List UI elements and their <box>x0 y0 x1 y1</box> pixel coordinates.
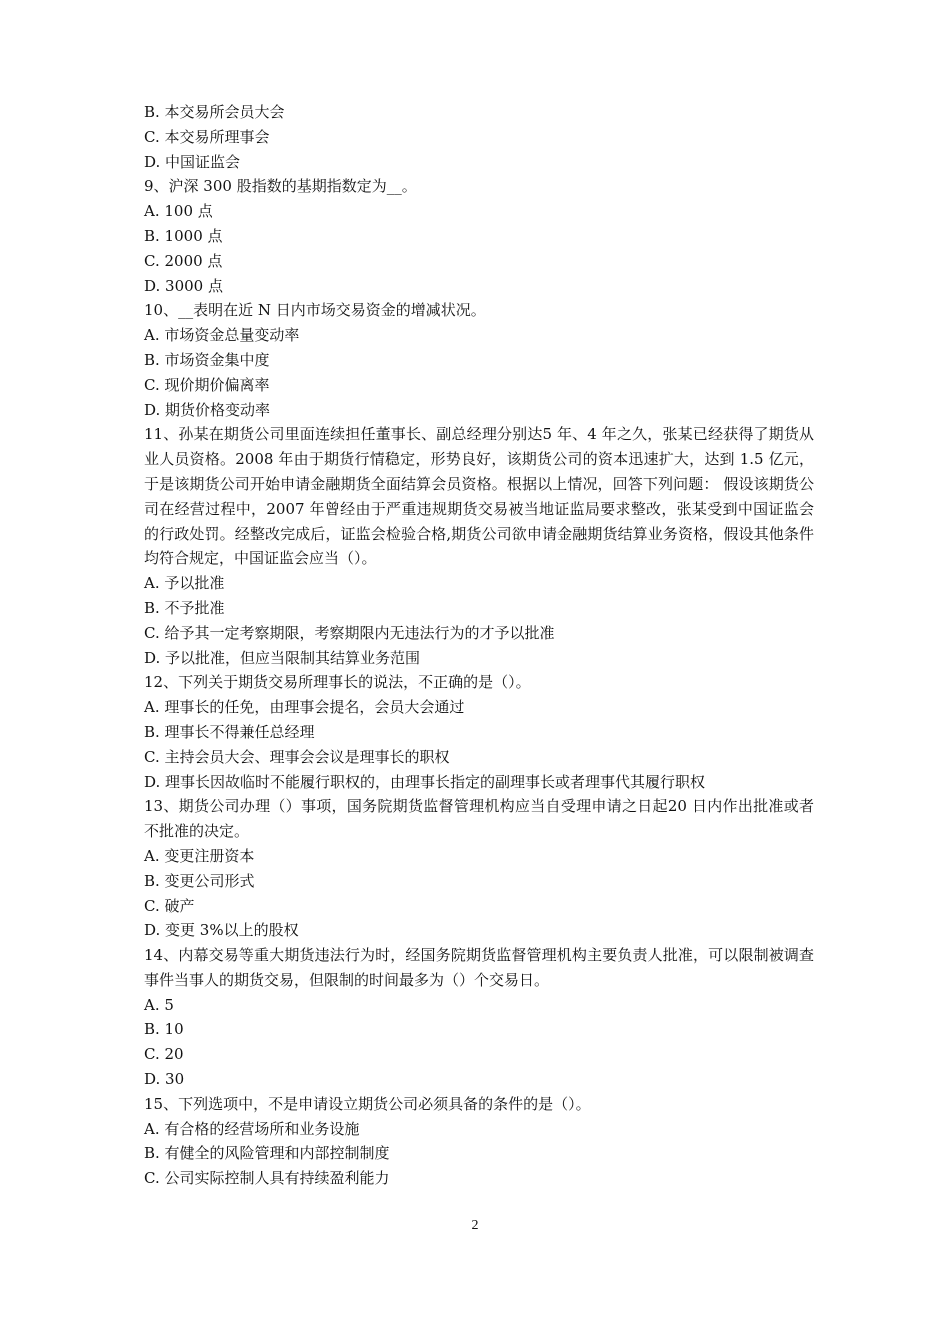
option-c-q10: C. 现价期价偏离率 <box>144 375 270 394</box>
option-a-q10: A. 市场资金总量变动率 <box>144 326 300 345</box>
option-b-q11: B. 不予批准 <box>144 598 225 617</box>
option-d-q12: D. 理事长因故临时不能履行职权的，由理事长指定的副理事长或者理事代其履行职权 <box>144 772 706 791</box>
option-a-q11: A. 予以批准 <box>144 574 225 593</box>
option-a-q14: A. 5 <box>144 995 174 1014</box>
option-b-q15: B. 有健全的风险管理和内部控制制度 <box>144 1144 390 1163</box>
option-a-q15: A. 有合格的经营场所和业务设施 <box>144 1119 360 1138</box>
question-13: 13、期货公司办理（）事项，国务院期货监督管理机构应当自受理申请之日起20 日内作出批准或者不批准的决定。 <box>144 797 814 841</box>
option-a-q9: A. 100 点 <box>144 202 213 221</box>
page-number: 2 <box>471 1218 479 1233</box>
option-d-q13: D. 变更 3%以上的股权 <box>144 921 299 940</box>
option-a-q13: A. 变更注册资本 <box>144 846 255 865</box>
option-b-q10: B. 市场资金集中度 <box>144 350 270 369</box>
option-c-q9: C. 2000 点 <box>144 251 223 270</box>
option-a-q12: A. 理事长的任免，由理事会提名，会员大会通过 <box>144 698 465 717</box>
option-b-q13: B. 变更公司形式 <box>144 871 255 890</box>
option-d-q14: D. 30 <box>144 1070 185 1089</box>
document-body <box>144 100 814 1191</box>
question-11: 11、孙某在期货公司里面连续担任董事长、副总经理分别达5 年、4 年之久，张某已经获得了期货从业人员资格。2008 年由于期货行情稳定，形势良好，该期货公司的资本迅速扩大，达到 1.5 亿元，于是该期货公司开始申请金融期货全面结算会员资格。根据以上情况，回答下列问题： 假设该期货公司在经营过程中，2007 年曾经由于严重违规期货交易被当地证监局要求整改，张某受到中国证监会的行政处罚。经整改完成后，证监会检验合格,期货公司欲申请金融期货结算业务资格，假设其他条件均符合规定，中国证监会应当（）。 <box>144 425 814 568</box>
question-15: 15、下列选项中，不是申请设立期货公司必须具备的条件的是（）。 <box>144 1094 591 1113</box>
question-9: 9、沪深 300 股指数的基期指数定为__。 <box>144 177 417 196</box>
option-b-q14: B. 10 <box>144 1020 184 1039</box>
option-c-q11: C. 给予其一定考察期限，考察期限内无违法行为的才予以批准 <box>144 623 555 642</box>
option-c-q13: C. 破产 <box>144 896 195 915</box>
option-c-q15: C. 公司实际控制人具有持续盈利能力 <box>144 1169 390 1188</box>
option-c-q12: C. 主持会员大会、理事会会议是理事长的职权 <box>144 747 450 766</box>
option-b-q9: B. 1000 点 <box>144 226 223 245</box>
question-14: 14、内幕交易等重大期货违法行为时，经国务院期货监督管理机构主要负责人批准，可以限制被调查事件当事人的期货交易，但限制的时间最多为（）个交易日。 <box>144 946 814 989</box>
option-b-q8: B. 本交易所会员大会 <box>144 103 285 121</box>
option-c-q8: C. 本交易所理事会 <box>144 127 270 146</box>
option-d-q10: D. 期货价格变动率 <box>144 400 271 419</box>
question-10: 10、__表明在近 N 日内市场交易资金的增减状况。 <box>144 301 486 320</box>
option-c-q14: C. 20 <box>144 1045 184 1064</box>
option-b-q12: B. 理事长不得兼任总经理 <box>144 722 315 741</box>
option-d-q8: D. 中国证监会 <box>144 152 241 171</box>
option-d-q9: D. 3000 点 <box>144 276 223 295</box>
question-12: 12、下列关于期货交易所理事长的说法，不正确的是（）。 <box>144 673 531 692</box>
option-d-q11: D. 予以批准，但应当限制其结算业务范围 <box>144 648 421 667</box>
